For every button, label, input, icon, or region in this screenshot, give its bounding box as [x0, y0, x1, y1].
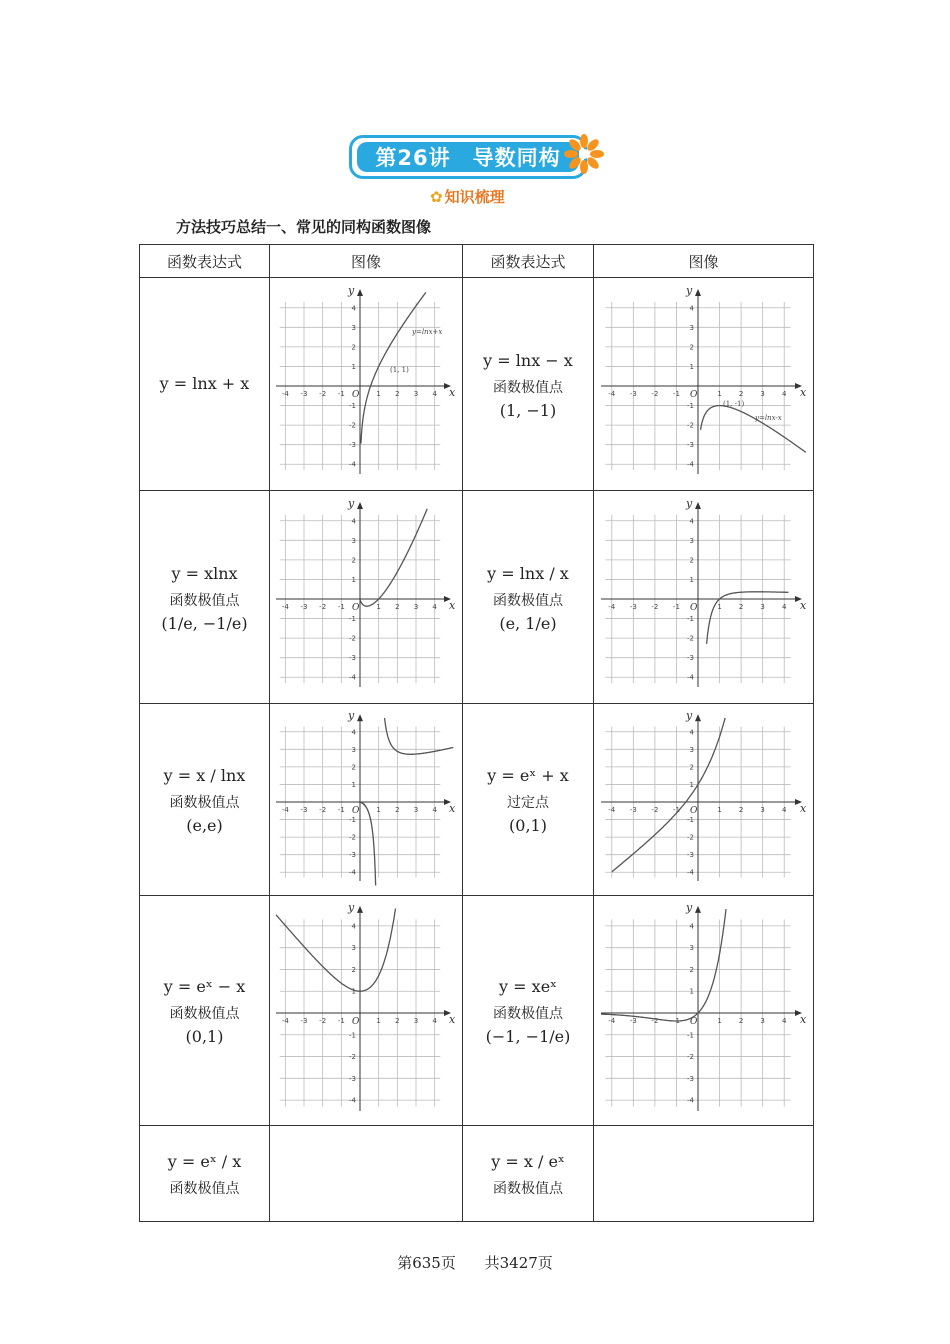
header-graph-1: 图像 — [270, 245, 463, 278]
page-total: 共3427页 — [484, 1254, 553, 1272]
flower-icon — [563, 133, 605, 175]
x-tick-label: 4 — [781, 603, 786, 611]
x-tick-label: 1 — [716, 805, 722, 814]
x-tick-label: 2 — [738, 390, 743, 398]
y-tick-label: 4 — [689, 304, 694, 313]
x-axis-label: x — [799, 801, 806, 815]
x-tick-label: -3 — [629, 1016, 637, 1025]
y-tick-label: -1 — [349, 402, 356, 411]
x-axis-label: x — [799, 599, 806, 612]
y-tick-label: -3 — [349, 1074, 356, 1083]
y-tick-label: -1 — [349, 1030, 356, 1039]
curve-label: y=lnx+x — [412, 328, 443, 336]
y-tick-label: 3 — [351, 323, 356, 332]
lecture-title: 第26讲 导数同构 — [357, 142, 579, 172]
x-tick-label: -4 — [607, 1016, 615, 1025]
y-tick-label: -1 — [686, 615, 694, 624]
y-tick-label: -1 — [686, 815, 694, 824]
x-axis-label: x — [799, 1012, 806, 1026]
y-tick-label: 3 — [689, 323, 694, 332]
function-point: (1, −1) — [499, 400, 557, 420]
function-expression: y = xeˣ — [499, 977, 557, 996]
y-tick-label: -3 — [349, 850, 356, 859]
x-tick-label: -1 — [672, 390, 680, 398]
header-expr-1: 函数表达式 — [140, 245, 270, 278]
x-tick-label: -2 — [650, 1016, 658, 1025]
y-tick-label: -3 — [686, 850, 694, 859]
function-expression: y = x / lnx — [163, 766, 246, 785]
y-axis-label: y — [685, 497, 692, 511]
x-tick-label: -4 — [281, 603, 289, 611]
x-tick-label: -3 — [300, 390, 308, 398]
y-tick-label: -2 — [686, 634, 694, 643]
header-graph-2: 图像 — [594, 245, 814, 278]
expr-cell — [463, 491, 594, 704]
function-expression: y = xlnx — [171, 563, 238, 583]
origin-label: O — [352, 603, 360, 613]
page-footer — [0, 1252, 950, 1273]
y-axis-label: y — [348, 708, 355, 722]
graph-cell — [270, 704, 463, 896]
x-tick-label: -2 — [650, 805, 658, 814]
x-tick-label: -2 — [319, 390, 327, 398]
x-tick-label: 4 — [432, 1016, 437, 1025]
table-row — [140, 896, 814, 1126]
x-tick-label: 1 — [376, 805, 381, 814]
expr-cell — [140, 896, 270, 1126]
x-tick-label: -1 — [672, 805, 680, 814]
y-tick-label: 4 — [689, 727, 694, 736]
x-tick-label: 2 — [395, 805, 400, 814]
x-tick-label: 1 — [716, 390, 722, 398]
y-tick-label: 1 — [351, 575, 356, 584]
y-tick-label: -2 — [349, 1052, 356, 1061]
y-arrow — [357, 289, 363, 296]
x-tick-label: -4 — [607, 603, 615, 611]
x-tick-label: -2 — [319, 805, 327, 814]
x-tick-label: 3 — [413, 1016, 419, 1025]
x-tick-label: -3 — [300, 1016, 308, 1025]
function-point: (1/e, −1/e) — [161, 613, 248, 633]
y-axis-label: y — [348, 497, 355, 511]
x-tick-label: -3 — [629, 603, 637, 611]
table-row — [140, 1126, 814, 1222]
y-tick-label: -4 — [686, 460, 694, 469]
graph-cell — [270, 491, 463, 704]
x-tick-label: -2 — [650, 603, 658, 611]
y-axis-label: y — [685, 284, 692, 298]
y-tick-label: -4 — [349, 1096, 356, 1105]
y-tick-label: 1 — [351, 362, 356, 371]
x-tick-label: 4 — [781, 805, 786, 814]
function-point: (e,e) — [186, 816, 223, 835]
y-tick-label: 4 — [351, 727, 356, 736]
origin-label: O — [689, 1016, 697, 1027]
y-tick-label: 1 — [351, 987, 356, 996]
x-tick-label: 4 — [432, 390, 437, 398]
graph-cell — [594, 278, 814, 491]
y-tick-label: -4 — [349, 460, 356, 469]
graph-lnx-plus-x — [270, 284, 462, 484]
function-curve — [700, 406, 805, 453]
x-axis-label: x — [449, 599, 456, 612]
y-tick-label: 4 — [351, 921, 356, 930]
x-tick-label: 4 — [432, 805, 437, 814]
y-tick-label: 4 — [351, 304, 356, 313]
y-axis-label: y — [685, 900, 692, 914]
function-expression: y = eˣ + x — [487, 766, 569, 785]
function-point: (0,1) — [509, 816, 547, 835]
y-tick-label: -4 — [349, 868, 356, 877]
y-tick-label: -3 — [349, 441, 356, 450]
x-tick-label: 4 — [781, 390, 786, 398]
x-tick-label: -4 — [281, 805, 289, 814]
x-tick-label: 2 — [738, 603, 743, 611]
function-note: 函数极值点 — [169, 1006, 240, 1022]
x-tick-label: -4 — [281, 390, 289, 398]
function-curve — [706, 592, 788, 644]
function-expression: y = eˣ / x — [167, 1151, 242, 1171]
function-curve — [360, 802, 375, 885]
origin-label: O — [352, 805, 360, 816]
y-tick-label: -4 — [686, 673, 694, 682]
function-table — [139, 244, 814, 1222]
x-axis-label: x — [449, 801, 456, 815]
y-tick-label: 2 — [689, 965, 694, 974]
function-expression: y = lnx + x — [159, 374, 250, 393]
x-tick-label: -4 — [607, 805, 615, 814]
curve-label: y=lnx-x — [754, 414, 782, 422]
origin-label: O — [689, 603, 697, 613]
function-note: 函数极值点 — [169, 592, 240, 609]
table-header-row — [140, 245, 814, 278]
y-tick-label: -2 — [686, 1052, 694, 1061]
y-axis-label: y — [348, 900, 355, 914]
y-tick-label: -3 — [686, 654, 694, 663]
y-tick-label: 1 — [689, 780, 694, 789]
graph-x-ex — [595, 901, 813, 1121]
x-tick-label: -1 — [672, 1016, 680, 1025]
y-tick-label: 4 — [351, 517, 356, 526]
expr-cell — [140, 278, 270, 491]
graph-cell-empty — [594, 1126, 814, 1222]
table-row — [140, 704, 814, 896]
y-tick-label: -1 — [686, 1030, 694, 1039]
expr-cell — [140, 1126, 270, 1222]
x-tick-label: 3 — [413, 603, 419, 611]
function-point: (e, 1/e) — [499, 613, 557, 633]
x-tick-label: 2 — [738, 805, 743, 814]
function-curve — [276, 908, 396, 991]
header-expr-2: 函数表达式 — [463, 245, 594, 278]
expr-cell — [140, 704, 270, 896]
y-tick-label: 3 — [351, 943, 356, 952]
y-tick-label: 1 — [689, 362, 694, 371]
function-curve — [360, 509, 427, 606]
x-tick-label: 1 — [376, 390, 381, 398]
graph-lnx-minus-x — [595, 284, 813, 484]
y-tick-label: 2 — [351, 762, 356, 771]
x-tick-label: 3 — [759, 603, 765, 611]
x-tick-label: -2 — [319, 603, 327, 611]
y-arrow — [695, 905, 701, 912]
y-tick-label: 2 — [689, 556, 694, 565]
point-label: (1, 1) — [390, 366, 409, 374]
y-tick-label: -2 — [686, 833, 694, 842]
function-expression: y = eˣ − x — [163, 977, 246, 996]
y-arrow — [357, 905, 363, 912]
function-curve — [611, 717, 724, 871]
y-tick-label: 3 — [351, 536, 356, 545]
y-tick-label: 2 — [351, 556, 356, 565]
function-note: 过定点 — [507, 795, 549, 811]
graph-xlnx — [270, 497, 462, 697]
y-tick-label: -2 — [349, 421, 356, 430]
graph-ex-plus-x — [595, 709, 813, 891]
x-tick-label: 2 — [395, 603, 400, 611]
x-tick-label: 4 — [781, 1016, 786, 1025]
y-tick-label: -3 — [349, 654, 356, 663]
graph-lnx-over-x — [595, 497, 813, 697]
x-tick-label: 1 — [376, 1016, 381, 1025]
y-tick-label: 4 — [689, 921, 694, 930]
origin-label: O — [689, 390, 697, 400]
graph-x-over-lnx — [270, 709, 462, 891]
y-axis-label: y — [685, 708, 692, 722]
function-point: (0,1) — [185, 1027, 224, 1046]
x-axis-label: x — [449, 1012, 456, 1026]
x-tick-label: -3 — [300, 805, 308, 814]
x-tick-label: -1 — [672, 603, 680, 611]
y-tick-label: -4 — [686, 1096, 694, 1105]
y-tick-label: 3 — [689, 536, 694, 545]
y-axis-label: y — [348, 284, 355, 298]
y-tick-label: 3 — [689, 943, 694, 952]
x-tick-label: 1 — [716, 603, 722, 611]
x-tick-label: -2 — [650, 390, 658, 398]
expr-cell — [463, 704, 594, 896]
expr-cell — [463, 896, 594, 1126]
graph-cell — [594, 704, 814, 896]
section-label-text: 知识梳理 — [444, 188, 505, 206]
x-tick-label: -4 — [281, 1016, 289, 1025]
y-tick-label: 2 — [351, 343, 356, 352]
function-point: (−1, −1/e) — [485, 1027, 571, 1046]
point-label: (1, -1) — [722, 400, 744, 408]
y-tick-label: -2 — [686, 421, 694, 430]
y-tick-label: -3 — [686, 1074, 694, 1083]
table-row — [140, 278, 814, 491]
y-tick-label: 3 — [351, 745, 356, 754]
y-tick-label: 4 — [689, 517, 694, 526]
page-number: 第635页 — [397, 1254, 456, 1272]
y-tick-label: -2 — [349, 634, 356, 643]
y-arrow — [695, 289, 701, 296]
x-axis-label: x — [799, 386, 806, 399]
expr-cell — [140, 491, 270, 704]
x-tick-label: 3 — [759, 390, 765, 398]
y-tick-label: 3 — [689, 745, 694, 754]
origin-label: O — [689, 805, 697, 816]
origin-label: O — [352, 1016, 360, 1027]
x-tick-label: -4 — [607, 390, 615, 398]
function-expression: y = lnx / x — [487, 563, 569, 583]
y-tick-label: -1 — [349, 815, 356, 824]
origin-label: O — [352, 390, 360, 400]
function-note: 函数极值点 — [169, 795, 240, 811]
expr-cell — [463, 278, 594, 491]
y-tick-label: -1 — [349, 615, 356, 624]
x-axis-label: x — [449, 386, 456, 399]
table-row — [140, 491, 814, 704]
x-tick-label: 2 — [395, 1016, 400, 1025]
graph-cell — [594, 491, 814, 704]
x-tick-label: -3 — [300, 603, 308, 611]
x-tick-label: 4 — [432, 603, 437, 611]
y-tick-label: 2 — [689, 343, 694, 352]
x-tick-label: 1 — [376, 603, 381, 611]
function-note: 函数极值点 — [493, 592, 563, 609]
y-arrow — [357, 714, 363, 721]
function-curve — [385, 718, 454, 754]
x-tick-label: 3 — [759, 805, 765, 814]
function-note: 函数极值点 — [169, 1180, 240, 1197]
graph-cell — [270, 896, 463, 1126]
x-tick-label: -1 — [337, 1016, 345, 1025]
y-tick-label: 1 — [689, 575, 694, 584]
y-tick-label: -3 — [686, 441, 694, 450]
y-tick-label: 1 — [689, 987, 694, 996]
section-label — [430, 186, 505, 207]
x-tick-label: -1 — [337, 805, 345, 814]
y-tick-label: -4 — [686, 868, 694, 877]
y-tick-label: 2 — [351, 965, 356, 974]
y-tick-label: 1 — [351, 780, 356, 789]
x-tick-label: -3 — [629, 805, 637, 814]
function-note: 函数极值点 — [493, 1006, 563, 1022]
lecture-banner — [349, 135, 587, 179]
graph-cell — [270, 278, 463, 491]
y-tick-label: 2 — [689, 762, 694, 771]
graph-ex-minus-x — [270, 901, 462, 1121]
x-tick-label: 2 — [395, 390, 400, 398]
gear-icon: ✿ — [430, 188, 443, 206]
x-tick-label: 2 — [738, 1016, 743, 1025]
y-arrow — [357, 502, 363, 509]
y-arrow — [695, 714, 701, 721]
x-tick-label: -1 — [337, 390, 345, 398]
section-title: 方法技巧总结一、常见的同构函数图像 — [176, 218, 432, 236]
expr-cell — [463, 1126, 594, 1222]
y-tick-label: -4 — [349, 673, 356, 682]
x-tick-label: 3 — [759, 1016, 765, 1025]
x-tick-label: -1 — [337, 603, 345, 611]
graph-cell — [594, 896, 814, 1126]
x-tick-label: 1 — [716, 1016, 722, 1025]
y-tick-label: -2 — [349, 833, 356, 842]
function-expression: y = x / eˣ — [491, 1151, 565, 1171]
y-arrow — [695, 502, 701, 509]
y-tick-label: -1 — [686, 402, 694, 411]
function-expression: y = lnx − x — [483, 350, 573, 370]
x-tick-label: -2 — [319, 1016, 327, 1025]
x-tick-label: 3 — [413, 390, 419, 398]
function-note: 函数极值点 — [493, 379, 563, 396]
x-tick-label: -3 — [629, 390, 637, 398]
x-tick-label: 3 — [413, 805, 419, 814]
graph-cell-empty — [270, 1126, 463, 1222]
function-note: 函数极值点 — [493, 1180, 563, 1197]
